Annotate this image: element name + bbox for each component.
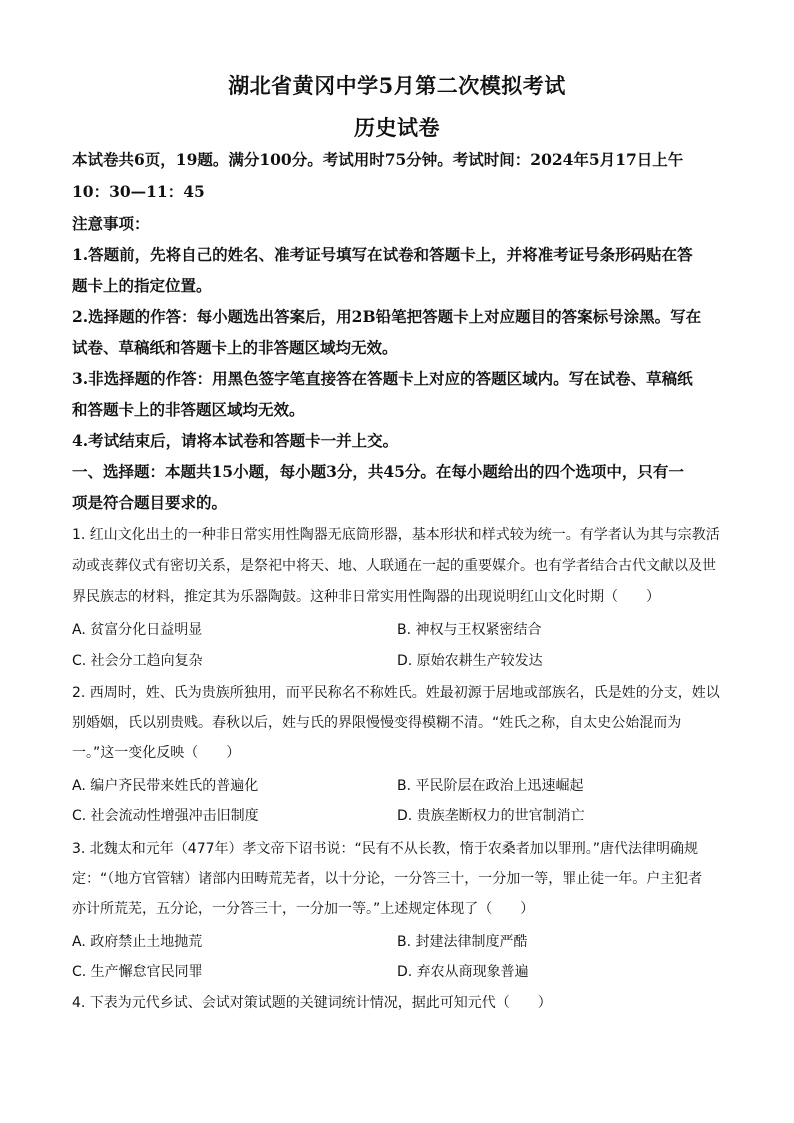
question-4-line: 4. 下表为元代乡试、会试对策试题的关键词统计情况，据此可知元代（ ） <box>72 995 552 1011</box>
question-1-line: 1. 红山文化出土的一种非日常实用性陶器无底筒形器，基本形状和样式较为统一。有学者认为其与宗教活 <box>72 527 720 543</box>
question-3-option-c: C. 生产懈怠官民同罪 <box>72 964 203 980</box>
question-1-option-a: A. 贫富分化日益明显 <box>72 622 203 638</box>
question-2-option-a: A. 编户齐民带来姓氏的普遍化 <box>72 778 259 794</box>
question-2-line: 一。”这一变化反映（ ） <box>72 745 241 761</box>
question-1-option-b: B. 神权与王权紧密结合 <box>397 622 542 638</box>
notice-line: 3.非选择题的作答：用黑色签字笔直接答在答题卡上对应的答题区域内。写在试卷、草稿纸 <box>72 369 693 388</box>
question-3-line: 亦计所荒芜，五分论，一分答三十，一分加一等。”上述规定体现了（ ） <box>72 901 535 917</box>
question-2-line: 别婚姻，氏以别贵贱。春秋以后，姓与氏的界限慢慢变得模糊不清。“姓氏之称，自太史公始混而为 <box>72 715 682 731</box>
notice-line: 和答题卡上的非答题区域均无效。 <box>72 400 305 419</box>
exam-subtitle: 历史试卷 <box>354 115 440 140</box>
intro-line-1: 本试卷共6页，19题。满分100分。考试用时75分钟。考试时间：2024年5月17日上午 <box>72 150 684 169</box>
exam-title: 湖北省黄冈中学5月第二次模拟考试 <box>228 73 566 98</box>
question-3-option-a: A. 政府禁止土地抛荒 <box>72 934 203 950</box>
question-3-line: 定：“（地方官管辖）诸部内田畴荒芜者，以十分论，一分答三十，一分加一等，罪止徒一年。户主犯者 <box>72 871 703 887</box>
notice-heading: 注意事项： <box>72 214 150 233</box>
question-2-line: 2. 西周时，姓、氏为贵族所独用，而平民称名不称姓氏。姓最初源于居地或部族名，氏是姓的分支，姓以 <box>72 685 720 701</box>
question-1-option-d: D. 原始农耕生产较发达 <box>397 653 543 669</box>
question-2-option-c: C. 社会流动性增强冲击旧制度 <box>72 808 259 824</box>
notice-line: 4.考试结束后，请将本试卷和答题卡一并上交。 <box>72 431 399 450</box>
section-heading-line-1: 一、选择题：本题共15小题，每小题3分，共45分。在每小题给出的四个选项中，只有一 <box>72 462 684 481</box>
question-3-line: 3. 北魏太和元年（477年）孝文帝下诏书说：“民有不从长教，惰于农桑者加以罪刑。”唐代法律明确规 <box>72 841 699 857</box>
question-3-option-d: D. 弃农从商现象普遍 <box>397 964 529 980</box>
section-heading-line-2: 项是符合题目要求的。 <box>72 493 228 512</box>
question-1-line: 动或丧葬仪式有密切关系，是祭祀中将天、地、人联通在一起的重要媒介。也有学者结合古代文献以及世 <box>72 558 716 574</box>
question-3-option-b: B. 封建法律制度严酷 <box>397 934 528 950</box>
question-1-option-c: C. 社会分工趋向复杂 <box>72 653 203 669</box>
notice-line: 试卷、草稿纸和答题卡上的非答题区域均无效。 <box>72 338 398 357</box>
notice-line: 2.选择题的作答：每小题选出答案后，用2B铅笔把答题卡上对应题目的答案标号涂黑。写在 <box>72 307 702 326</box>
question-2-option-b: B. 平民阶层在政治上迅速崛起 <box>397 778 584 794</box>
intro-line-2: 10：30—11：45 <box>72 182 205 201</box>
question-2-option-d: D. 贵族垄断权力的世官制消亡 <box>397 808 585 824</box>
notice-line: 题卡上的指定位置。 <box>72 276 212 295</box>
question-1-line: 界民族志的材料，推定其为乐器陶鼓。这种非日常实用性陶器的出现说明红山文化时期（ ） <box>72 589 660 605</box>
notice-line: 1.答题前，先将自己的姓名、准考证号填写在试卷和答题卡上，并将准考证号条形码贴在答 <box>72 245 693 264</box>
